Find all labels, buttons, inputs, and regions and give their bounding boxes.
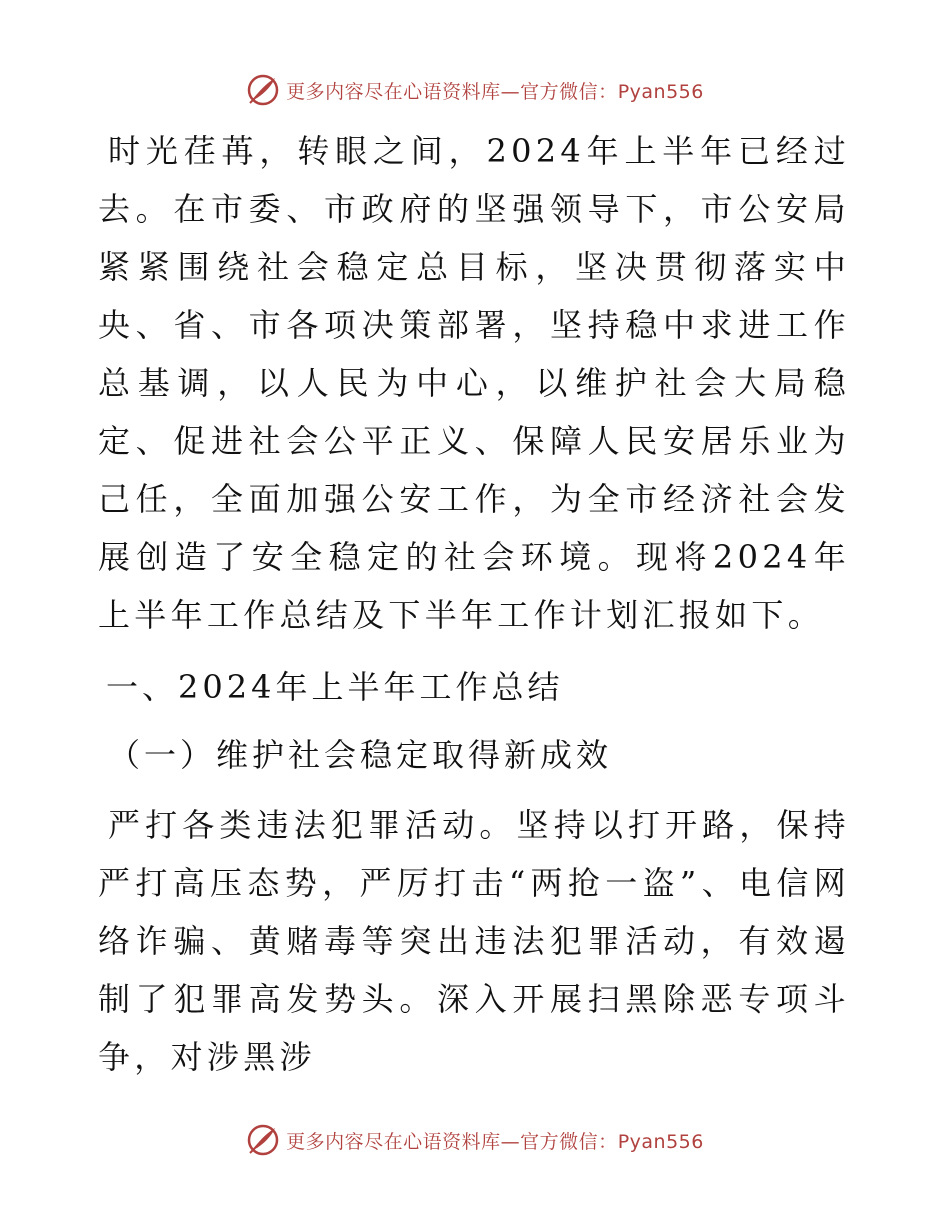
document-body (98, 122, 850, 1086)
watermark-text: 更多内容尽在心语资料库—官方微信：Pyan556 (286, 80, 704, 103)
watermark-banner-top (0, 70, 950, 110)
body-paragraph: 严打各类违法犯罪活动。坚持以打开路，保持严打高压态势，严厉打击“两抢一盗”、电信网络诈骗、黄赌毒等突出违法犯罪活动，有效遏制了犯罪高发势头。深入开展扫黑除恶专项斗争，对涉黑涉 (98, 806, 850, 1076)
section-heading: 一、2024年上半年工作总结 (106, 668, 564, 706)
watermark-banner-bottom (0, 1120, 950, 1160)
intro-paragraph: 时光荏苒，转眼之间，2024年上半年已经过去。在市委、市政府的坚强领导下，市公安局紧紧围绕社会稳定总目标，坚决贯彻落实中央、省、市各项决策部署，坚持稳中求进工作总基调，以人民为中心，以维护社会大局稳定、促进社会公平正义、保障人民安居乐业为己任，全面加强公安工作，为全市经济社会发展创造了安全稳定的社会环境。现将2024年上半年工作总结及下半年工作计划汇报如下。 (98, 132, 850, 634)
subsection-heading: （一）维护社会稳定取得新成效 (108, 736, 613, 774)
quill-seal-icon (246, 73, 280, 107)
quill-seal-icon (246, 1123, 280, 1157)
watermark-text: 更多内容尽在心语资料库—官方微信：Pyan556 (286, 1130, 704, 1153)
